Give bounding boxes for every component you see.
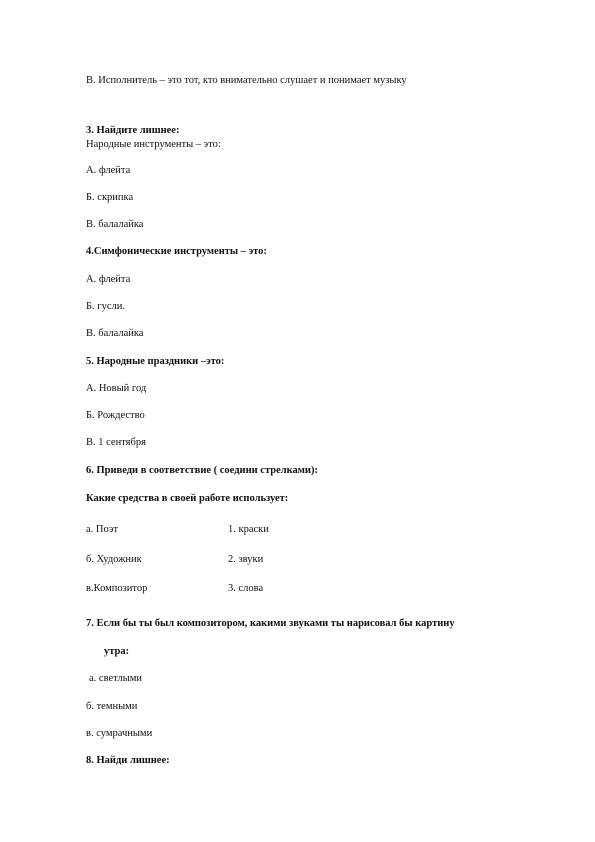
q6-subtitle: Какие средства в своей работе использует: — [86, 493, 289, 504]
q6-match-right: 1. краски — [228, 524, 269, 535]
q7-title-line2: утра: — [104, 646, 130, 657]
q3-option-b: Б. скрипка — [86, 192, 134, 203]
q7-option-b: б. темными — [86, 701, 138, 712]
q2-option-v: В. Исполнитель – это тот, кто внимательно слушает и понимает музыку — [86, 75, 407, 86]
q3-subtitle: Народные инструменты – это: — [86, 139, 221, 150]
q8-title: 8. Найди лишнее: — [86, 755, 170, 766]
q4-option-v: В. балалайка — [86, 328, 144, 339]
q6-match-left: б. Художник — [86, 554, 142, 565]
q6-title: 6. Приведи в соответствие ( соедини стрелками): — [86, 465, 318, 476]
q3-title: 3. Найдите лишнее: — [86, 125, 180, 136]
q7-title-line1: 7. Если бы ты был композитором, какими звуками ты нарисовал бы картину — [86, 618, 455, 629]
q5-option-b: Б. Рождество — [86, 410, 145, 421]
q3-option-a: А. флейта — [86, 165, 131, 176]
q6-match-row — [86, 553, 142, 566]
q3-option-v: В. балалайка — [86, 219, 144, 230]
q5-title: 5. Народные праздники –это: — [86, 356, 225, 367]
q7-option-a: а. светлыми — [89, 673, 143, 684]
q4-title: 4.Симфонические инструменты – это: — [86, 246, 267, 257]
q6-match-right: 2. звуки — [228, 554, 264, 565]
q4-option-a: А. флейта — [86, 274, 131, 285]
q6-match-row — [86, 582, 147, 595]
q5-option-v: В. 1 сентября — [86, 437, 146, 448]
q5-option-a: А. Новый год — [86, 383, 147, 394]
q6-match-left: а. Поэт — [86, 524, 118, 535]
q4-option-b: Б. гусли. — [86, 301, 125, 312]
q6-match-right: 3. слова — [228, 583, 264, 594]
q6-match-row — [86, 523, 118, 536]
q7-option-v: в. сумрачными — [86, 728, 153, 739]
q6-match-left: в.Композитор — [86, 583, 148, 594]
